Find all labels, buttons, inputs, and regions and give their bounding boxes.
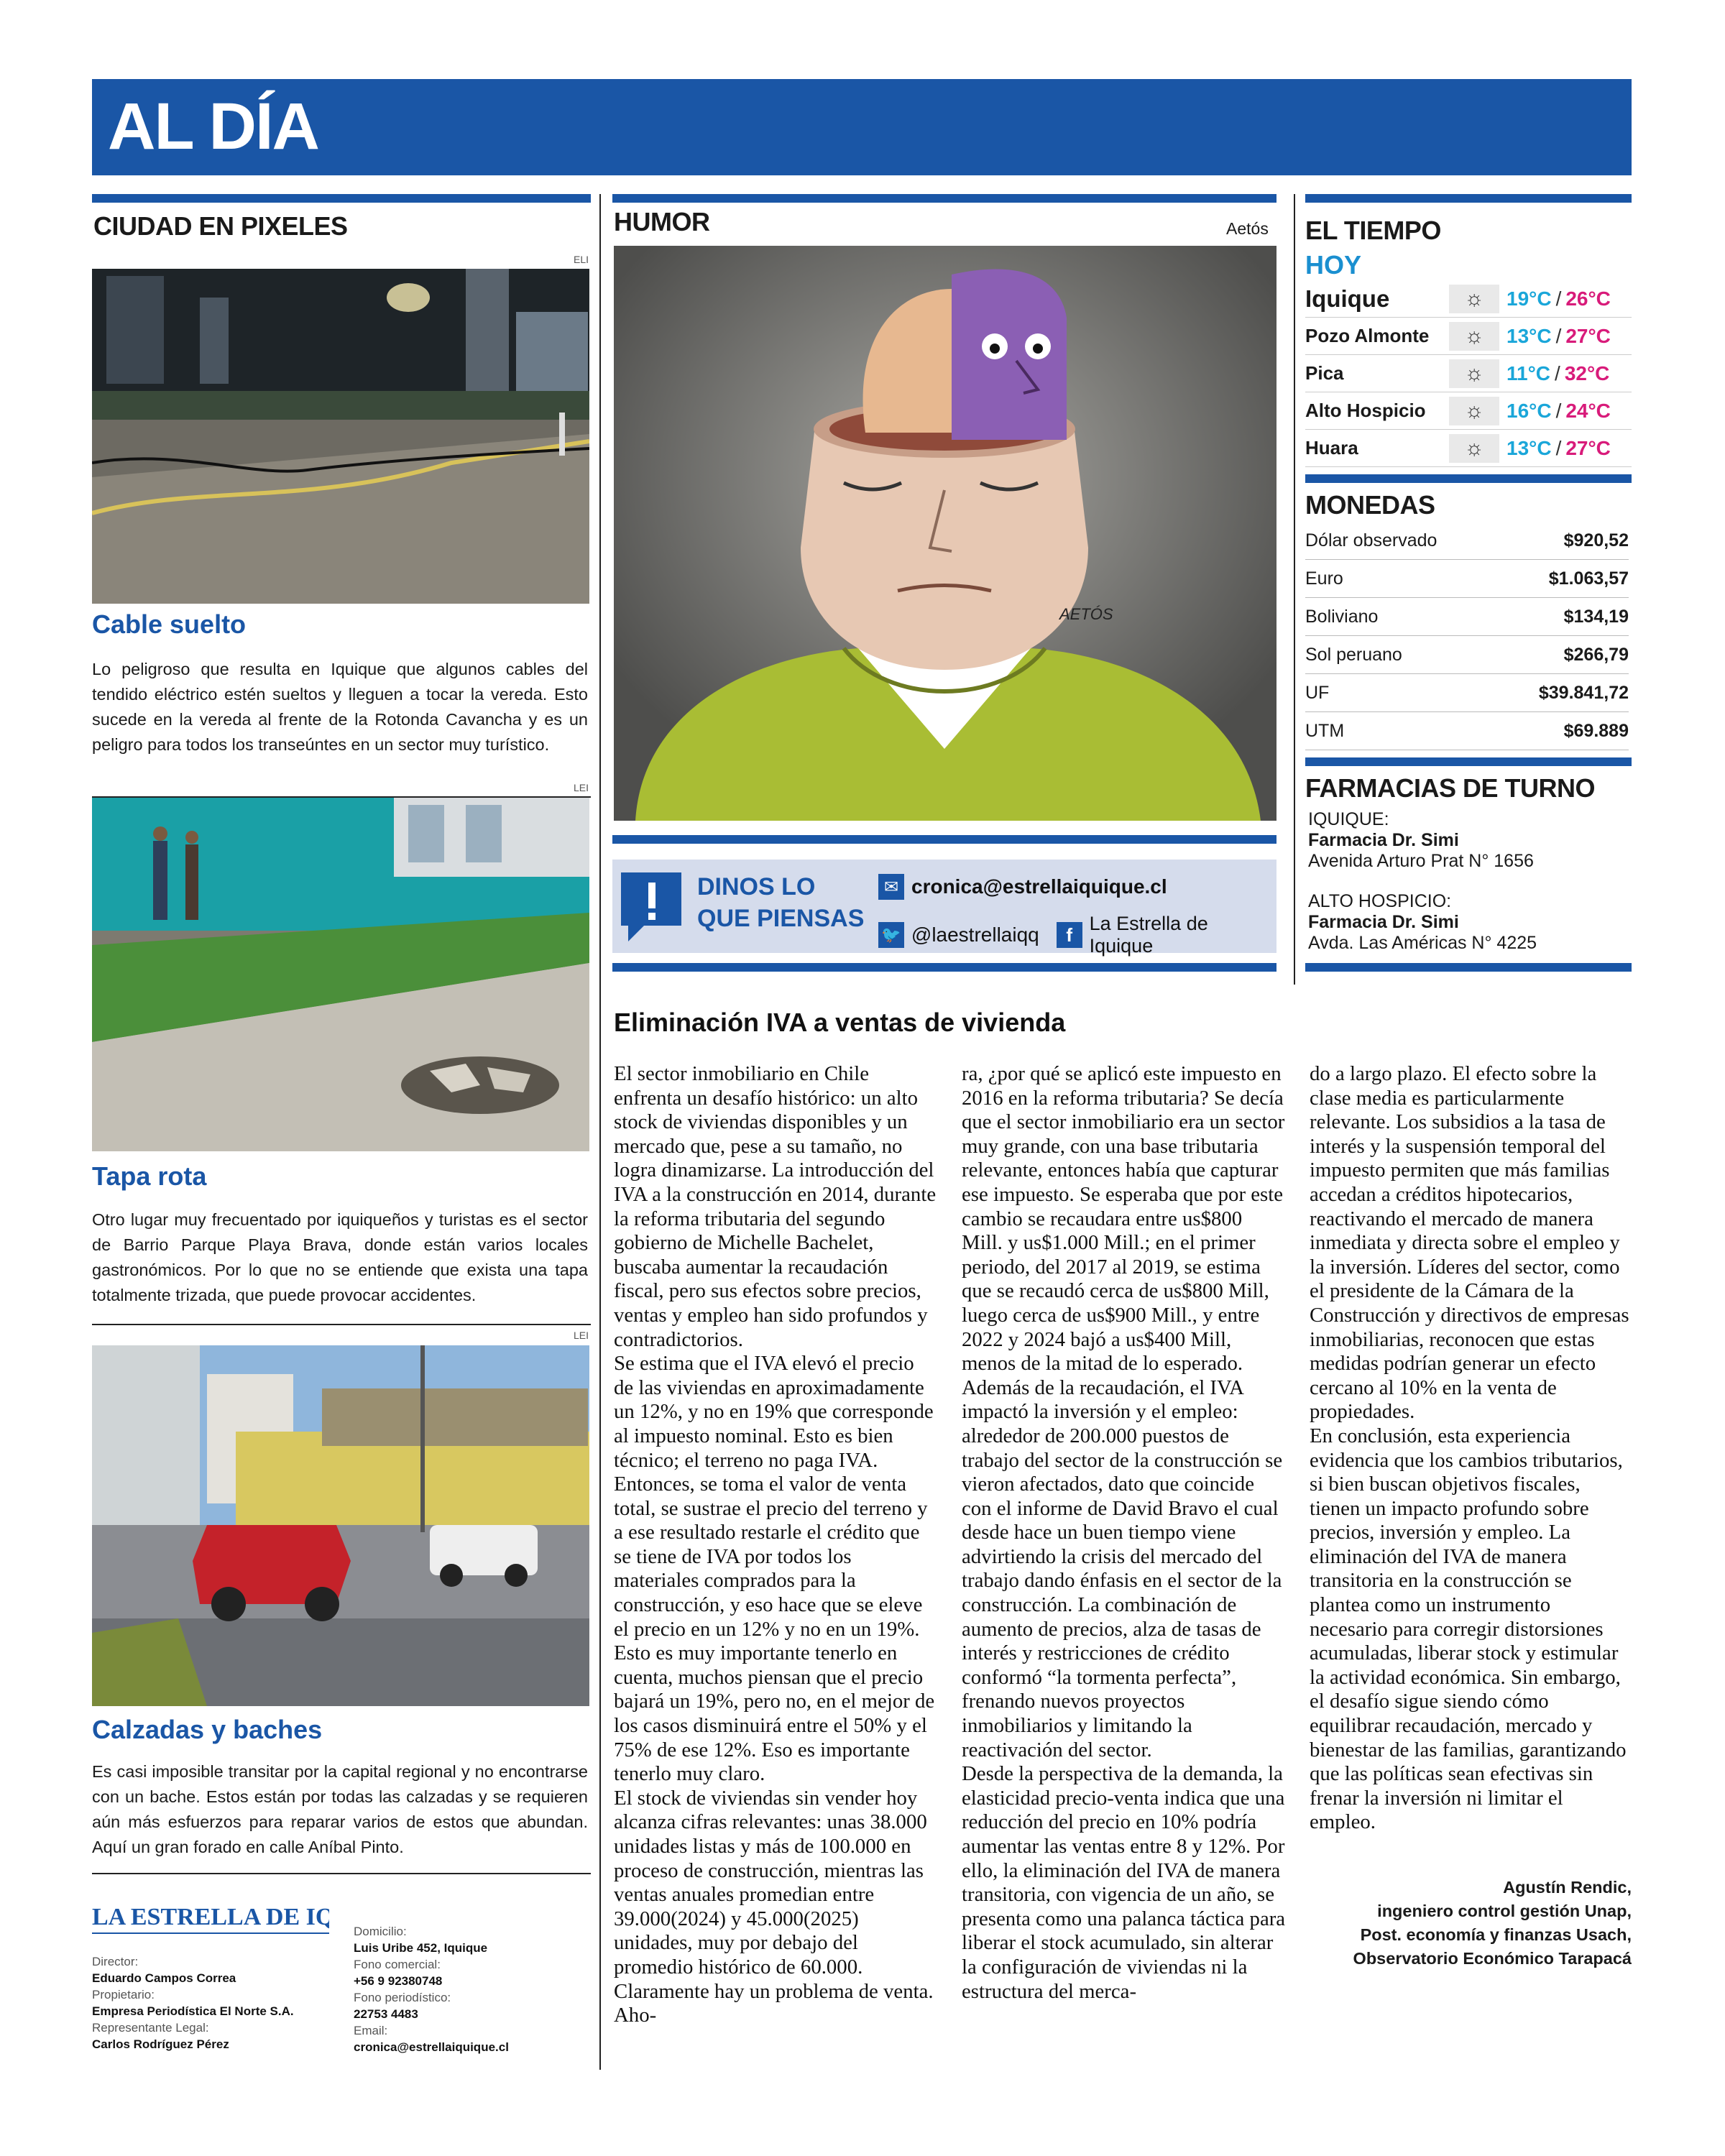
article-author <box>1308 1876 1632 1971</box>
contact-box <box>612 860 1276 957</box>
author-title: ingeniero control gestión Unap, <box>1377 1902 1632 1920</box>
currency-row <box>1305 636 1629 674</box>
divider <box>92 1873 591 1874</box>
article-column-2: ra, ¿por qué se aplicó este impuesto en 2016 en la reforma tributaria? Se decía que el sector inmobiliario era un sector muy grande, con una base tributaria relevante, entonces había que capturar ese impuesto. Se esperaba que por este cambio se recaudara entre us$800 Mill. y us$1.000 Mill.; en el primer periodo, del 2017 al 2019, se estima que se recaudó cerca de us$800 Mill, luego cerca de us$900 Mill., y entre 2022 y 2024 bajó a us$400 Mill, menos de la mitad de lo esperado. Además de la recaudación, el IVA impactó la inversión y el empleo: alrededor de 200.000 puestos de trabajo del sector de la construcción se vieron afectados, dato que coincide con el informe de David Bravo el cual desde hace un buen tiempo viene advirtiendo la crisis del mercado del trabajo dando énfasis en el sector de la construcción. La combinación de aumento de precios, alza de tasas de interés y restricciones de crédito conformó “la tormenta perfecta”, frenando nuevos proyectos inmobiliarios y limitando la reactivación del sector. Desde la perspectiva de la demanda, la elasticidad precio-venta indica que una reducción del precio en 10% podría aumentar las ventas entre 8 y 12%. Por ello, la eliminación del IVA de manera transitoria, con vigencia de un año, se presenta como una palanca táctica para liberar el stock acumulado, sin alterar la configuración de viviendas ni la estructura del merca- <box>962 1062 1286 2003</box>
callout-line1: DINOS LO <box>697 873 816 900</box>
author-title: Post. economía y finanzas Usach, <box>1360 1925 1632 1944</box>
mail-icon: ✉ <box>878 874 904 900</box>
temp-max: 27°C <box>1565 324 1611 347</box>
weather-list <box>1305 280 1632 467</box>
divider <box>92 1324 591 1325</box>
currency-value: $920,52 <box>1563 530 1629 550</box>
item-body: Lo peligroso que resulta en Iquique que algunos cables del tendido eléctrico estén sueltos y lleguen a tocar la vereda. Esto sucede en la vereda al frente de la Rotonda Cavancha y es un peligro para todos los transeúntes en un sector muy turístico. <box>92 660 588 754</box>
photo-credit: ELI <box>574 254 589 265</box>
currency-value: $134,19 <box>1563 606 1629 627</box>
pharmacy-city: IQUIQUE: <box>1308 809 1389 829</box>
humor-cartoon <box>614 246 1276 821</box>
contact-twitter[interactable]: @laestrellaiqq <box>911 923 1039 946</box>
weather-city: Pica <box>1305 362 1344 384</box>
staff-label: Representante Legal: <box>92 2021 209 2035</box>
author-name: Agustín Rendic, <box>1503 1878 1632 1897</box>
currency-row <box>1305 674 1629 712</box>
currency-name: Euro <box>1305 568 1343 589</box>
item-title: Calzadas y baches <box>92 1715 323 1744</box>
staff-value: Empresa Periodística El Norte S.A. <box>92 2004 294 2018</box>
currency-value: $266,79 <box>1563 644 1629 665</box>
currency-name: UTM <box>1305 720 1345 741</box>
info-label: Fono comercial: <box>354 1958 441 1971</box>
humor-title: HUMOR <box>614 207 710 236</box>
currency-row <box>1305 522 1629 560</box>
contact-facebook[interactable]: La Estrella de Iquique <box>1089 913 1208 957</box>
temp-min: 13°C <box>1506 324 1552 347</box>
pharmacy-entry <box>1308 809 1632 872</box>
temp-max: 24°C <box>1565 399 1611 422</box>
currency-name: Sol peruano <box>1305 644 1402 665</box>
currency-value: $39.841,72 <box>1538 682 1629 703</box>
article-column-3: do a largo plazo. El efecto sobre la clase media es particularmente relevante. Los subsidios a la tasa de interés y la suspensión temporal del impuesto permiten que más familias accedan a créditos hipotecarios, reactivando el mercado de manera inmediata y directa sobre el empleo y la inversión. Líderes del sector, como el presidente de la Cámara de la Construcción y directivos de empresas inmobiliarias, reconocen que estas medidas podrían generar un efecto cercano al 10% en la venta de propiedades. En conclusión, esta experiencia evidencia que los cambios tributarios, si bien buscan objetivos fiscales, tienen un impacto profundo sobre precios, inversión y empleo. La eliminación del IVA de manera transitoria en la construcción se plantea como un instrumento necesario para corregir distorsiones acumuladas, liberar stock y estimular la actividad económica. Sin embargo, el desafío sigue siendo cómo equilibrar recaudación, mercado y bienestar de las familias, garantizando que las políticas sean efectivas sin frenar la inversión ni limitar el empleo. <box>1310 1062 1629 1834</box>
cable-photo <box>92 269 589 604</box>
staff-value: Eduardo Campos Correa <box>92 1971 236 1985</box>
broken-cover-photo <box>92 798 589 1151</box>
speech-bubble-icon <box>615 867 687 946</box>
item-body: Otro lugar muy frecuentado por iquiqueños y turistas es el sector de Barrio Parque Playa Brava, donde están varios locales gastronómicos. Por lo que no se entiende que exista una tapa totalmente trizada, que puede provocar accidentes. <box>92 1210 588 1304</box>
temp-max: 27°C <box>1565 436 1611 459</box>
sun-icon: ☼ <box>1449 397 1499 425</box>
masthead-staff <box>92 1953 329 2053</box>
item-title: Cable suelto <box>92 609 247 639</box>
column-divider <box>599 194 601 2070</box>
sun-icon: ☼ <box>1449 359 1499 388</box>
weather-row: Iquique ☼ 19°C / 26°C <box>1305 280 1632 318</box>
author-title: Observatorio Económico Tarapacá <box>1353 1949 1632 1968</box>
logo-text: LA ESTRELLA DE IQ <box>92 1904 329 1930</box>
currency-row <box>1305 712 1629 750</box>
info-email[interactable]: cronica@estrellaiquique.cl <box>354 2040 509 2054</box>
currency-name: Boliviano <box>1305 606 1379 627</box>
pharmacy-city: ALTO HOSPICIO: <box>1308 891 1452 911</box>
info-label: Email: <box>354 2024 388 2037</box>
photo-credit: LEI <box>574 1330 589 1341</box>
humor-rule <box>612 194 1276 203</box>
staff-value: Carlos Rodríguez Pérez <box>92 2037 229 2051</box>
article-headline: Eliminación IVA a ventas de vivienda <box>614 1008 1066 1037</box>
pharmacy-rule <box>1305 757 1632 766</box>
section-banner <box>92 79 1632 175</box>
currency-rule <box>1305 474 1632 483</box>
info-label: Domicilio: <box>354 1925 407 1938</box>
left-section-title: CIUDAD EN PIXELES <box>93 211 348 241</box>
article-column-1: El sector inmobiliario en Chile enfrenta un desafío histórico: un alto stock de viviendas disponibles y un mercado que, pese a su tamaño, no logra dinamizarse. La introducción del IVA a la construcción en 2014, durante la reforma tributaria del segundo gobierno de Michelle Bachelet, buscaba aumentar la recaudación fiscal, pero sus efectos sobre precios, ventas y empleo han sido profundos y contradictorios. Se estima que el IVA elevó el precio de las viviendas en aproximadamente un 12%, y no en 19% que corresponde al impuesto nominal. Esto es bien técnico; el terreno no paga IVA. Entonces, se toma el valor de venta total, se sustrae el precio del terreno y a ese resultado restarle el crédito que se tiene de IVA por todos los materiales comprados para la construcción, y eso hace que se eleve el precio en un 12% y no en un 19%. Esto es muy importante tenerlo en cuenta, muchos piensan que el precio bajará un 19%, pero no, en el mejor de los casos disminuirá entre el 50% y el 75% de ese 12%. Eso es importante tenerlo muy claro. El stock de viviendas sin vender hoy alcanza cifras relevantes: unas 38.000 unidades listas y más de 100.000 en proceso de construcción, mientras las ventas anuales promedian entre 39.000(2024) y 45.000(2025) unidades, muy por debajo del promedio histórico de 60.000. Claramente hay un problema de venta. Aho- <box>614 1062 937 2027</box>
pharmacy-title: FARMACIAS DE TURNO <box>1305 773 1595 803</box>
currency-title: MONEDAS <box>1305 490 1435 520</box>
currency-value: $1.063,57 <box>1548 568 1629 589</box>
left-rule <box>92 194 591 203</box>
currency-row <box>1305 560 1629 598</box>
masthead-logo <box>92 1897 329 1941</box>
cartoon-signature: AETÓS <box>1059 605 1113 623</box>
weather-row: Pica ☼ 11°C / 32°C <box>1305 355 1632 392</box>
pharmacy-address: Avenida Arturo Prat N° 1656 <box>1308 851 1534 871</box>
item-title: Tapa rota <box>92 1161 207 1191</box>
weather-row: Alto Hospicio ☼ 16°C / 24°C <box>1305 392 1632 430</box>
humor-author: Aetós <box>1226 219 1269 238</box>
sun-icon: ☼ <box>1449 285 1499 313</box>
column-divider <box>1294 194 1295 985</box>
staff-label: Director: <box>92 1955 139 1968</box>
item-body: Es casi imposible transitar por la capital regional y no encontrarse con un bache. Estos están por todas las calzadas y se requieren aún más esfuerzos para reparar varios de estos que abundan. Aquí un gran forado en calle Aníbal Pinto. <box>92 1762 588 1856</box>
currency-value: $69.889 <box>1563 720 1629 741</box>
temp-min: 11°C <box>1506 361 1551 384</box>
info-value: +56 9 92380748 <box>354 1974 443 1988</box>
twitter-icon: 🐦 <box>878 922 904 948</box>
weather-city: Huara <box>1305 437 1358 459</box>
contact-callout <box>697 871 864 934</box>
currency-list <box>1305 522 1629 750</box>
pharmacy-rule-bottom <box>1305 963 1632 972</box>
weather-today: HOY <box>1305 250 1362 280</box>
pharmacy-entry <box>1308 891 1632 954</box>
sun-icon: ☼ <box>1449 322 1499 351</box>
weather-title: EL TIEMPO <box>1305 216 1441 245</box>
currency-row <box>1305 598 1629 636</box>
masthead-info <box>354 1923 591 2055</box>
weather-city: Iquique <box>1305 285 1390 312</box>
pharmacy-name: Farmacia Dr. Simi <box>1308 912 1459 932</box>
currency-name: UF <box>1305 682 1330 703</box>
contact-email[interactable]: cronica@estrellaiquique.cl <box>911 875 1167 898</box>
temp-max: 26°C <box>1565 287 1611 310</box>
temp-min: 13°C <box>1506 436 1552 459</box>
weather-rule <box>1305 194 1632 203</box>
currency-name: Dólar observado <box>1305 530 1438 550</box>
email-row[interactable] <box>878 874 1167 900</box>
weather-row: Huara ☼ 13°C / 27°C <box>1305 430 1632 467</box>
contact-rule-bottom <box>612 963 1276 972</box>
photo-credit: LEI <box>574 782 589 793</box>
info-label: Fono periodístico: <box>354 1991 451 2004</box>
sun-icon: ☼ <box>1449 434 1499 463</box>
info-value: Luis Uribe 452, Iquique <box>354 1941 488 1955</box>
info-value: 22753 4483 <box>354 2007 418 2021</box>
social-row <box>878 913 1276 957</box>
weather-city: Alto Hospicio <box>1305 400 1426 421</box>
banner-title: AL DÍA <box>108 90 318 163</box>
potholes-photo <box>92 1345 589 1706</box>
pharmacy-address: Avda. Las Américas N° 4225 <box>1308 933 1537 953</box>
humor-rule-bottom <box>612 835 1276 844</box>
weather-row: Pozo Almonte ☼ 13°C / 27°C <box>1305 318 1632 355</box>
temp-min: 19°C <box>1506 287 1552 310</box>
weather-city: Pozo Almonte <box>1305 325 1430 346</box>
facebook-icon: f <box>1057 922 1082 948</box>
staff-label: Propietario: <box>92 1988 155 2001</box>
temp-min: 16°C <box>1506 399 1552 422</box>
pharmacy-name: Farmacia Dr. Simi <box>1308 830 1459 850</box>
callout-line2: QUE PIENSAS <box>697 905 865 932</box>
temp-max: 32°C <box>1564 361 1610 384</box>
